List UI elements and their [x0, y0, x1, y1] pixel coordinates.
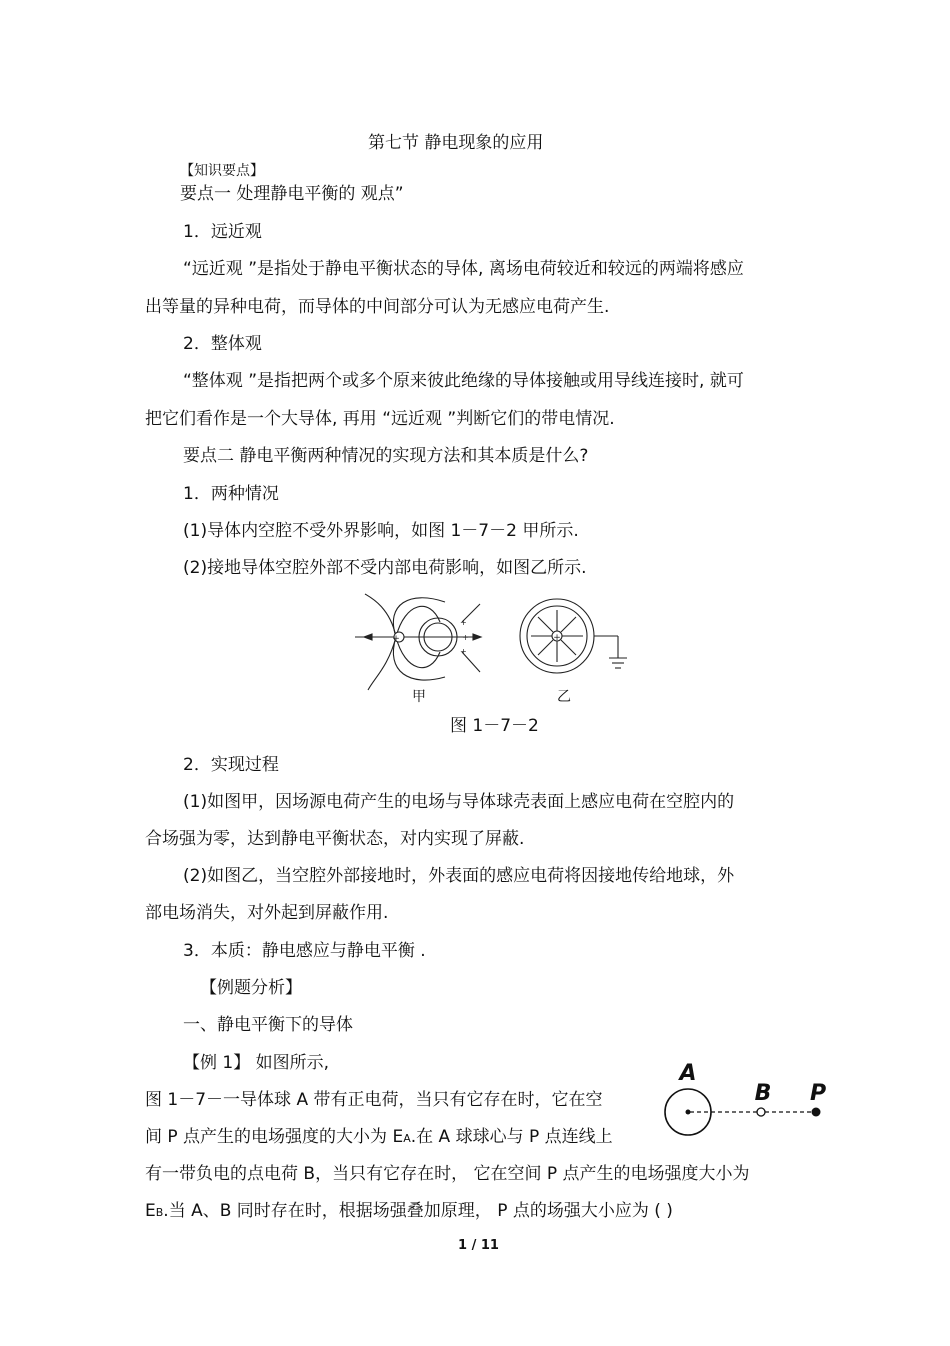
figure-label-jia: 甲	[412, 689, 426, 705]
example1-text: 图 1－7－一导体球 A 带有正电荷，当只有它存在时，它在空	[145, 1090, 603, 1110]
point2-case2: (2)接地导体空腔外部不受内部电荷影响，如图乙所示.	[183, 558, 587, 578]
figure-label-yi: 乙	[557, 689, 571, 705]
point1-item2-text: “整体观 ”是指把两个或多个原来彼此绝缘的导体接触或用导线连接时, 就可	[183, 371, 744, 391]
point2-heading: 要点二 静电平衡两种情况的实现方法和其本质是什么?	[183, 446, 589, 466]
example1-text: 有一带负电的点电荷 B，当只有它存在时， 它在空间 P 点产生的电场强度大小为	[145, 1164, 750, 1184]
point1-item1-text: “远近观 ”是指处于静电平衡状态的导体, 离场电荷较近和较远的两端将感应	[183, 259, 744, 279]
point1-item2-title: 2．整体观	[183, 334, 262, 354]
point2-process2: (2)如图乙，当空腔外部接地时，外表面的感应电荷将因接地传给地球，外	[183, 866, 735, 886]
example1-text: 间 P 点产生的电场强度的大小为 EA.在 A 球球心与 P 点连线上	[145, 1127, 613, 1147]
label-b: B	[754, 1081, 772, 1106]
point2-process2: 部电场消失，对外起到屏蔽作用.	[145, 903, 389, 923]
label-p: P	[809, 1081, 827, 1106]
point1-item1-title: 1．远近观	[183, 222, 262, 242]
page-number: 1 / 11	[458, 1238, 499, 1253]
page-title: 第七节 静电现象的应用	[368, 133, 544, 153]
point1-item2-text: 把它们看作是一个大导体, 再用 “远近观 ”判断它们的带电情况.	[145, 409, 615, 429]
example1-text: EB.当 A、B 同时存在时，根据场强叠加原理， P 点的场强大小应为 ( )	[145, 1201, 673, 1221]
figure-center-charge: +	[553, 633, 561, 643]
point2-process1: 合场强为零，达到静电平衡状态，对内实现了屏蔽.	[145, 829, 525, 849]
figure-induced-charge: +	[460, 618, 467, 627]
point-p	[812, 1108, 821, 1117]
point2-item2-title: 2．实现过程	[183, 755, 279, 775]
figure-jia	[355, 594, 481, 690]
point1-heading: 要点一 处理静电平衡的 观点”	[180, 184, 404, 204]
figure-yi	[520, 599, 627, 673]
label-a: A	[679, 1061, 697, 1086]
examples-sub1: 一、静电平衡下的导体	[183, 1015, 353, 1035]
point2-process1: (1)如图甲，因场源电荷产生的电场与导体球壳表面上感应电荷在空腔内的	[183, 792, 735, 812]
sphere-a-center	[686, 1110, 691, 1115]
charge-b	[757, 1108, 765, 1116]
point2-item3: 3．本质：静电感应与静电平衡 .	[183, 941, 426, 961]
figure-1-7-2	[350, 592, 640, 700]
example1-intro: 【例 1】 如图所示,	[183, 1053, 330, 1073]
examples-heading: 【例题分析】	[200, 978, 302, 998]
point2-item1-title: 1．两种情况	[183, 484, 279, 504]
example1-figure	[660, 1060, 835, 1145]
figure-induced-charge: +	[460, 647, 467, 656]
section-knowledge: 【知识要点】	[180, 163, 264, 179]
point1-item1-text: 出等量的异种电荷，而导体的中间部分可认为无感应电荷产生.	[145, 297, 610, 317]
point2-case1: (1)导体内空腔不受外界影响，如图 1－7－2 甲所示.	[183, 521, 579, 541]
figure-source-charge: +	[392, 634, 400, 644]
figure-caption: 图 1－7－2	[450, 716, 539, 736]
figure-induced-charge: +	[462, 633, 469, 642]
